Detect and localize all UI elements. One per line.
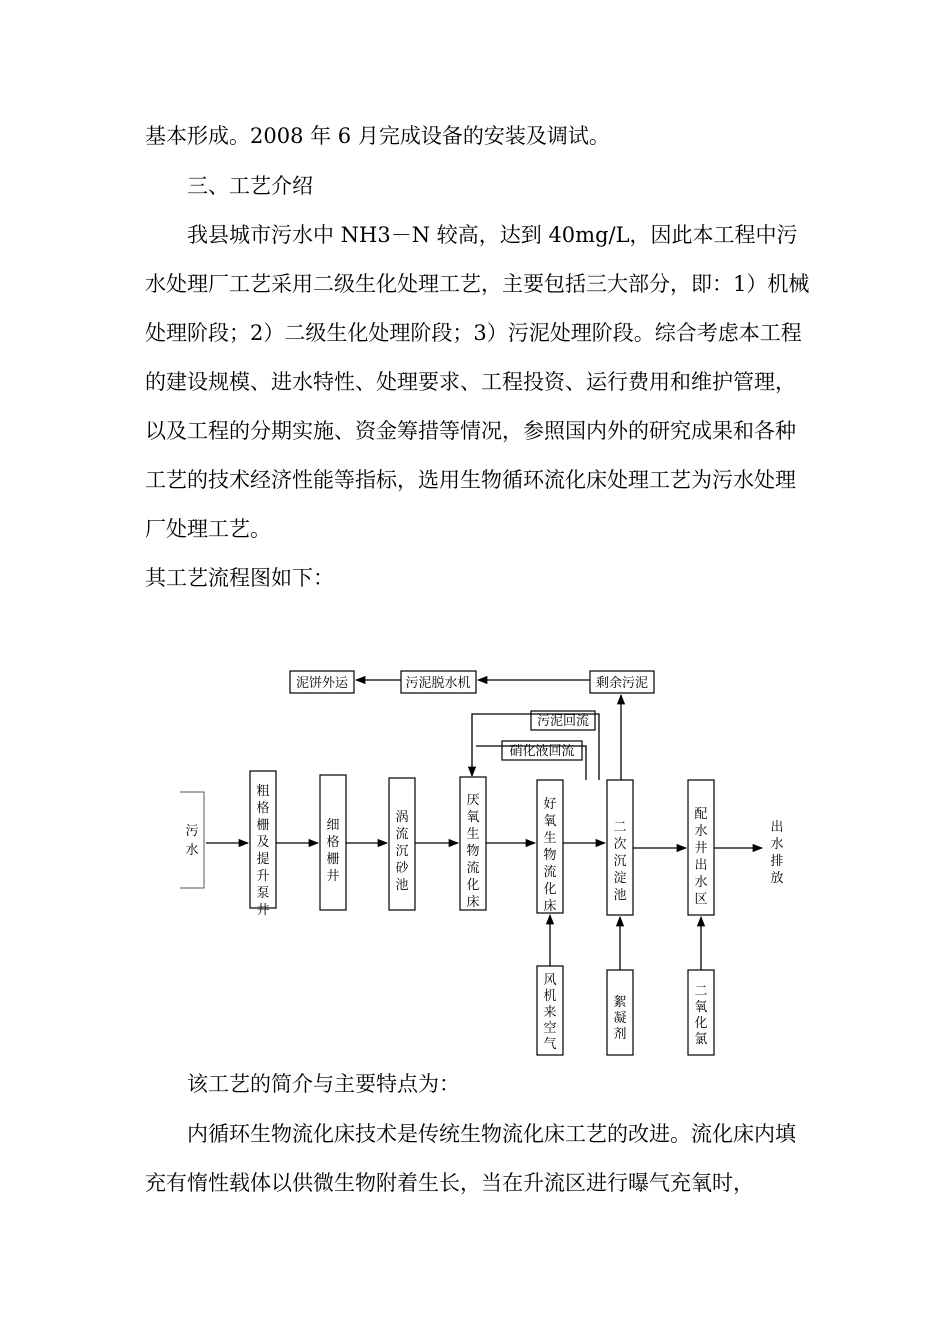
label-flocculant: [613, 994, 626, 1042]
label-effluent-char: 出: [770, 820, 784, 835]
label-fine-screen-char: 细: [326, 818, 340, 833]
label-secondary-clarifier-char: 沉: [613, 854, 627, 869]
label-anoxic-bed-char: 床: [466, 895, 480, 910]
paragraph-1: 基本形成。2008 年 6 月完成设备的安装及调试。: [145, 124, 610, 148]
label-coarse-screen-char: 升: [256, 869, 270, 884]
label-chlorine-dioxide-char: 化: [694, 1016, 708, 1031]
label-distribution-well-char: 井: [694, 841, 708, 856]
label-anoxic-bed-char: 厌: [466, 793, 480, 808]
paragraph-4: 其工艺流程图如下：: [145, 566, 334, 590]
label-fine-screen-char: 格: [326, 835, 340, 850]
box-nitrate-return: [502, 741, 582, 760]
label-chlorine-dioxide-char: 氯: [694, 1032, 708, 1047]
label-vortex-grit: [395, 810, 409, 893]
label-anoxic-bed-char: 物: [466, 844, 480, 859]
label-secondary-clarifier-char: 池: [613, 888, 627, 903]
label-distribution-well-char: 配: [694, 807, 708, 822]
label-aerobic-bed: [543, 797, 556, 914]
label-aerobic-bed-char: 氧: [543, 814, 557, 829]
label-distribution-well-char: 区: [694, 892, 708, 907]
label-effluent-char: 放: [770, 871, 784, 886]
label-blower-air-char: 风: [543, 973, 557, 988]
label-nitrate-return: 硝化液回流: [509, 744, 575, 759]
label-blower-air-char: 来: [543, 1005, 557, 1020]
label-effluent-char: 水: [770, 837, 784, 852]
paragraph-5: 该工艺的简介与主要特点为：: [187, 1072, 460, 1096]
label-vortex-grit-char: 沉: [395, 844, 409, 859]
label-chlorine-dioxide: [694, 984, 707, 1047]
box-excess-sludge: [590, 671, 654, 693]
label-anoxic-bed-char: 化: [466, 878, 480, 893]
box-dewatering: [401, 671, 476, 693]
label-aerobic-bed-char: 床: [543, 899, 557, 914]
label-flocculant-char: 絮: [613, 995, 627, 1010]
label-secondary-clarifier-char: 二: [613, 820, 627, 835]
label-sewage-1: 污: [185, 824, 199, 839]
label-sewage-2: 水: [185, 843, 199, 858]
label-blower-air-char: 空: [543, 1021, 557, 1036]
label-anoxic-bed-char: 生: [466, 827, 480, 842]
paragraph-6: 内循环生物流化床技术是传统生物流化床工艺的改进。流化床内填充有惰性载体以供微生物附着生长，当在升流区进行曝气充氧时，: [145, 1122, 796, 1195]
label-coarse-screen-char: 栅: [256, 818, 270, 833]
label-vortex-grit-char: 涡: [395, 810, 409, 825]
label-coarse-screen-char: 格: [256, 801, 270, 816]
label-aerobic-bed-char: 好: [543, 797, 557, 812]
label-coarse-screen-char: 提: [256, 852, 270, 867]
label-distribution-well-char: 出: [694, 858, 708, 873]
label-blower-air-char: 气: [543, 1037, 557, 1052]
label-coarse-screen-char: 粗: [256, 784, 270, 799]
label-chlorine-dioxide-char: 二: [694, 984, 708, 999]
label-vortex-grit-char: 流: [395, 827, 409, 842]
label-secondary-clarifier-char: 淀: [613, 871, 627, 886]
paragraph-3: 我县城市污水中 NH3－N 较高，达到 40mg/L，因此本工程中污水处理厂工艺采用二级生化处理工艺，主要包括三大部分，即：1）机械处理阶段；2）二级生化处理阶段；3）污泥处理阶段。综合考虑本工程的建设规模、进水特性、处理要求、工程投资、运行费用和维护管理，以及工程的分期实施、资金筹措等情况，参照国内外的研究成果和各种工艺的技术经济性能等指标，选用生物循环流化床处理工艺为污水处理厂处理工艺。: [145, 223, 810, 541]
label-flocculant-char: 剂: [613, 1027, 627, 1042]
label-secondary-clarifier: [613, 820, 626, 903]
label-distribution-well-char: 水: [694, 824, 708, 839]
label-aerobic-bed-char: 化: [543, 882, 557, 897]
section-heading: 三、工艺介绍: [187, 174, 313, 198]
label-blower-air-char: 机: [543, 989, 557, 1004]
label-sludge-cake: 泥饼外运: [295, 676, 349, 691]
label-group-sewage: [180, 792, 204, 888]
label-fine-screen-char: 栅: [326, 852, 340, 867]
label-vortex-grit-char: 砂: [395, 861, 409, 876]
label-aerobic-bed-char: 流: [543, 865, 557, 880]
label-flocculant-char: 凝: [613, 1011, 627, 1026]
label-aerobic-bed-char: 生: [543, 831, 557, 846]
label-distribution-well-char: 水: [694, 875, 708, 890]
label-fine-screen-char: 井: [326, 869, 340, 884]
label-secondary-clarifier-char: 次: [613, 837, 627, 852]
label-vortex-grit-char: 池: [395, 878, 409, 893]
label-chlorine-dioxide-char: 氧: [694, 1000, 708, 1015]
label-anoxic-bed: [466, 793, 479, 910]
label-sludge-return: 污泥回流: [536, 714, 590, 729]
label-coarse-screen-char: 泵: [256, 886, 270, 901]
label-anoxic-bed-char: 流: [466, 861, 480, 876]
label-aerobic-bed-char: 物: [543, 848, 557, 863]
box-sludge-cake: [290, 671, 354, 693]
label-dewatering: 污泥脱水机: [405, 676, 471, 691]
label-anoxic-bed-char: 氧: [466, 810, 480, 825]
label-effluent-char: 排: [770, 854, 784, 869]
label-coarse-screen-char: 及: [256, 835, 270, 850]
label-blower-air: [543, 973, 556, 1052]
label-coarse-screen-char: 井: [256, 903, 270, 918]
label-effluent: [770, 819, 783, 886]
label-excess-sludge: 剩余污泥: [595, 676, 649, 691]
